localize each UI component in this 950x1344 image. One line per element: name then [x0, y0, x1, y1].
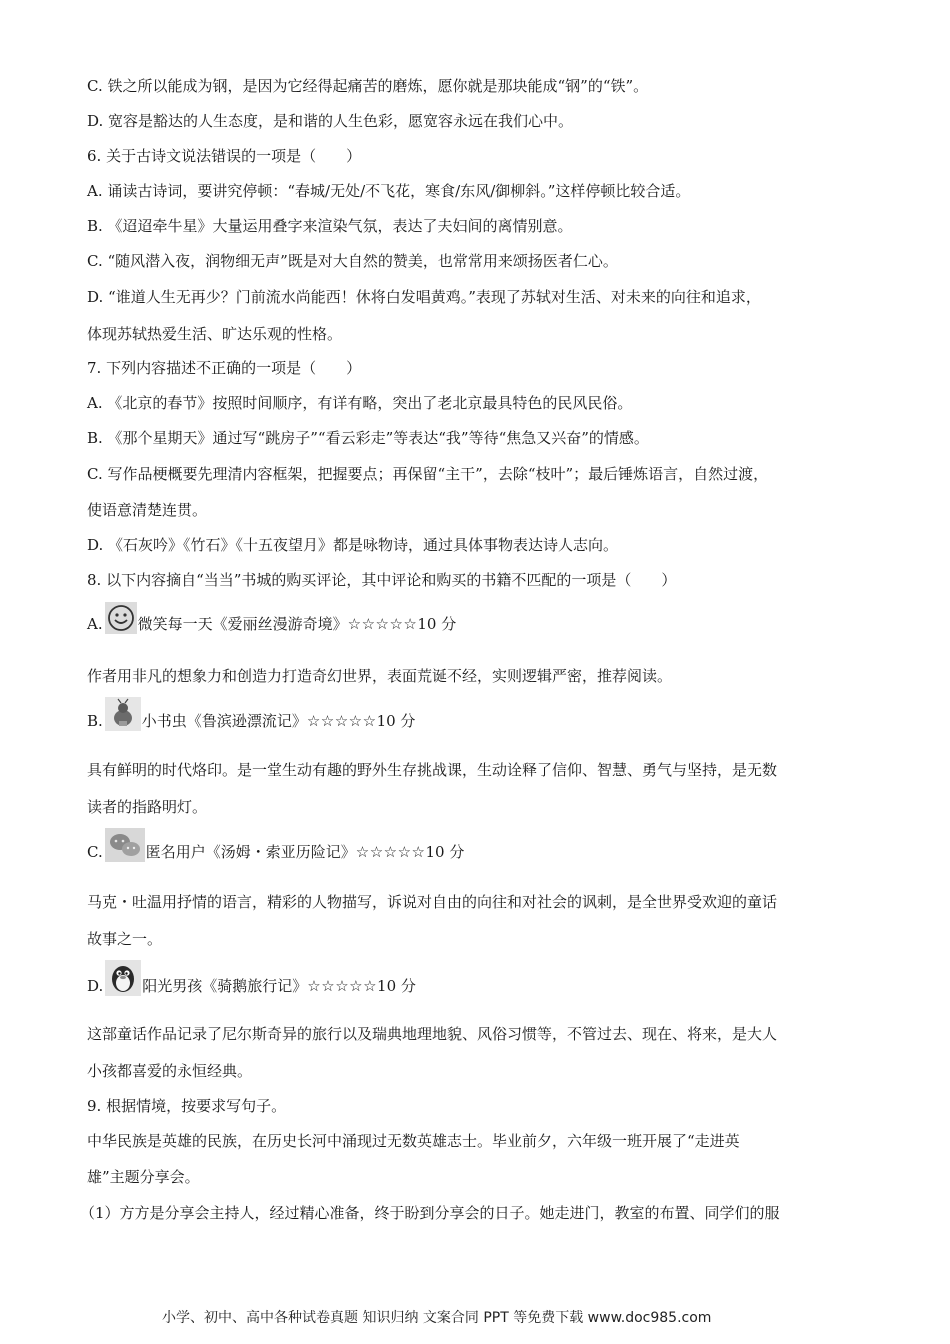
review-d-comment-line2: 小孩都喜爱的永恒经典。 — [87, 1062, 253, 1080]
footer-banner: 小学、初中、高中各种试卷真题 知识归纳 文案合同 PPT 等免费下载 www.doc985.com — [162, 1310, 712, 1326]
review-book: 《鲁滨逊漂流记》 — [186, 712, 307, 730]
q7-option-a: A. 《北京的春节》按照时间顺序，有详有略，突出了老北京最具特色的民风民俗。 — [87, 394, 633, 412]
review-c-comment-line1: 马克・吐温用抒情的语言，精彩的人物描写，诉说对自由的向往和对社会的讽刺，是全世界受欢迎的童话 — [87, 893, 778, 911]
chat-bubbles-icon — [105, 828, 145, 862]
review-book: 《骑鹅旅行记》 — [202, 977, 308, 995]
q7-option-d: D. 《石灰吟》《竹石》《十五夜望月》都是咏物诗，通过具体事物表达诗人志向。 — [87, 536, 619, 554]
bookworm-icon — [105, 697, 141, 731]
review-book: 《爱丽丝漫游奇境》 — [212, 615, 348, 633]
q9-context-line1: 中华民族是英雄的民族，在历史长河中涌现过无数英雄志士。毕业前夕，六年级一班开展了“走进英 — [87, 1132, 740, 1150]
review-option-label: C. — [87, 843, 103, 861]
review-d-comment-line1: 这部童话作品记录了尼尔斯奇异的旅行以及瑞典地理地貌、风俗习惯等，不管过去、现在、将来，是大人 — [87, 1025, 778, 1043]
review-b-header — [87, 697, 415, 731]
question-7: 7. 下列内容描述不正确的一项是（ ） — [87, 359, 362, 377]
question-6: 6. 关于古诗文说法错误的一项是（ ） — [87, 147, 362, 165]
review-stars: ☆☆☆☆☆ — [347, 615, 418, 633]
q9-part1: （1）方方是分享会主持人，经过精心准备，终于盼到分享会的日子。她走进门，教室的布置、同学们的服 — [80, 1204, 780, 1222]
review-score: 10 分 — [376, 712, 416, 730]
review-option-label: B. — [87, 712, 103, 730]
smiley-icon — [105, 602, 137, 634]
review-c-comment-line2: 故事之一。 — [87, 930, 163, 948]
question-8: 8. 以下内容摘自“当当”书城的购买评论，其中评论和购买的书籍不匹配的一项是（ ） — [87, 571, 677, 589]
q5-option-d: D. 宽容是豁达的人生态度，是和谐的人生色彩，愿宽容永远在我们心中。 — [87, 112, 574, 130]
review-user: 微笑每一天 — [137, 615, 213, 633]
q6-option-d-line1: D. “谁道人生无再少？门前流水尚能西！休将白发唱黄鸡。”表现了苏轼对生活、对未来的向往和追求， — [87, 288, 761, 306]
review-book: 《汤姆・索亚历险记》 — [205, 843, 356, 861]
q7-option-c-line2: 使语意清楚连贯。 — [87, 501, 208, 519]
q6-option-c: C. “随风潜入夜，润物细无声”既是对大自然的赞美，也常常用来颂扬医者仁心。 — [87, 252, 618, 270]
q7-option-b: B. 《那个星期天》通过写“跳房子”“看云彩走”等表达“我”等待“焦急又兴奋”的情感。 — [87, 429, 649, 447]
question-9: 9. 根据情境，按要求写句子。 — [87, 1097, 287, 1115]
review-stars: ☆☆☆☆☆ — [306, 712, 377, 730]
penguin-icon — [105, 960, 141, 996]
review-user: 阳光男孩 — [142, 977, 203, 995]
review-stars: ☆☆☆☆☆ — [355, 843, 426, 861]
q7-option-c-line1: C. 写作品梗概要先理清内容框架，把握要点；再保留“主干”，去除“枝叶”；最后锤炼语言，自然过渡， — [87, 465, 769, 483]
review-option-label: A. — [87, 615, 103, 633]
review-d-header — [87, 960, 416, 996]
review-c-header — [87, 828, 464, 862]
q6-option-d-line2: 体现苏轼热爱生活、旷达乐观的性格。 — [87, 325, 343, 343]
review-user: 小书虫 — [141, 712, 187, 730]
review-b-comment-line1: 具有鲜明的时代烙印。是一堂生动有趣的野外生存挑战课，生动诠释了信仰、智慧、勇气与坚持，是无数 — [87, 761, 778, 779]
review-stars: ☆☆☆☆☆ — [307, 977, 378, 995]
review-a-header — [87, 602, 456, 634]
review-user: 匿名用户 — [145, 843, 206, 861]
q5-option-c: C. 铁之所以能成为钢，是因为它经得起痛苦的磨炼，愿你就是那块能成“钢”的“铁”。 — [87, 77, 649, 95]
review-option-label: D. — [87, 977, 104, 995]
review-score: 10 分 — [425, 843, 465, 861]
review-score: 10 分 — [377, 977, 416, 995]
review-score: 10 分 — [417, 615, 457, 633]
q6-option-b: B. 《迢迢牵牛星》大量运用叠字来渲染气氛，表达了夫妇间的离情别意。 — [87, 217, 573, 235]
review-a-comment: 作者用非凡的想象力和创造力打造奇幻世界，表面荒诞不经，实则逻辑严密，推荐阅读。 — [87, 667, 673, 685]
review-b-comment-line2: 读者的指路明灯。 — [87, 798, 208, 816]
q9-context-line2: 雄”主题分享会。 — [87, 1168, 200, 1186]
q6-option-a: A. 诵读古诗词，要讲究停顿：“春城/无处/不飞花，寒食/东风/御柳斜。”这样停顿比较合适。 — [87, 182, 691, 200]
